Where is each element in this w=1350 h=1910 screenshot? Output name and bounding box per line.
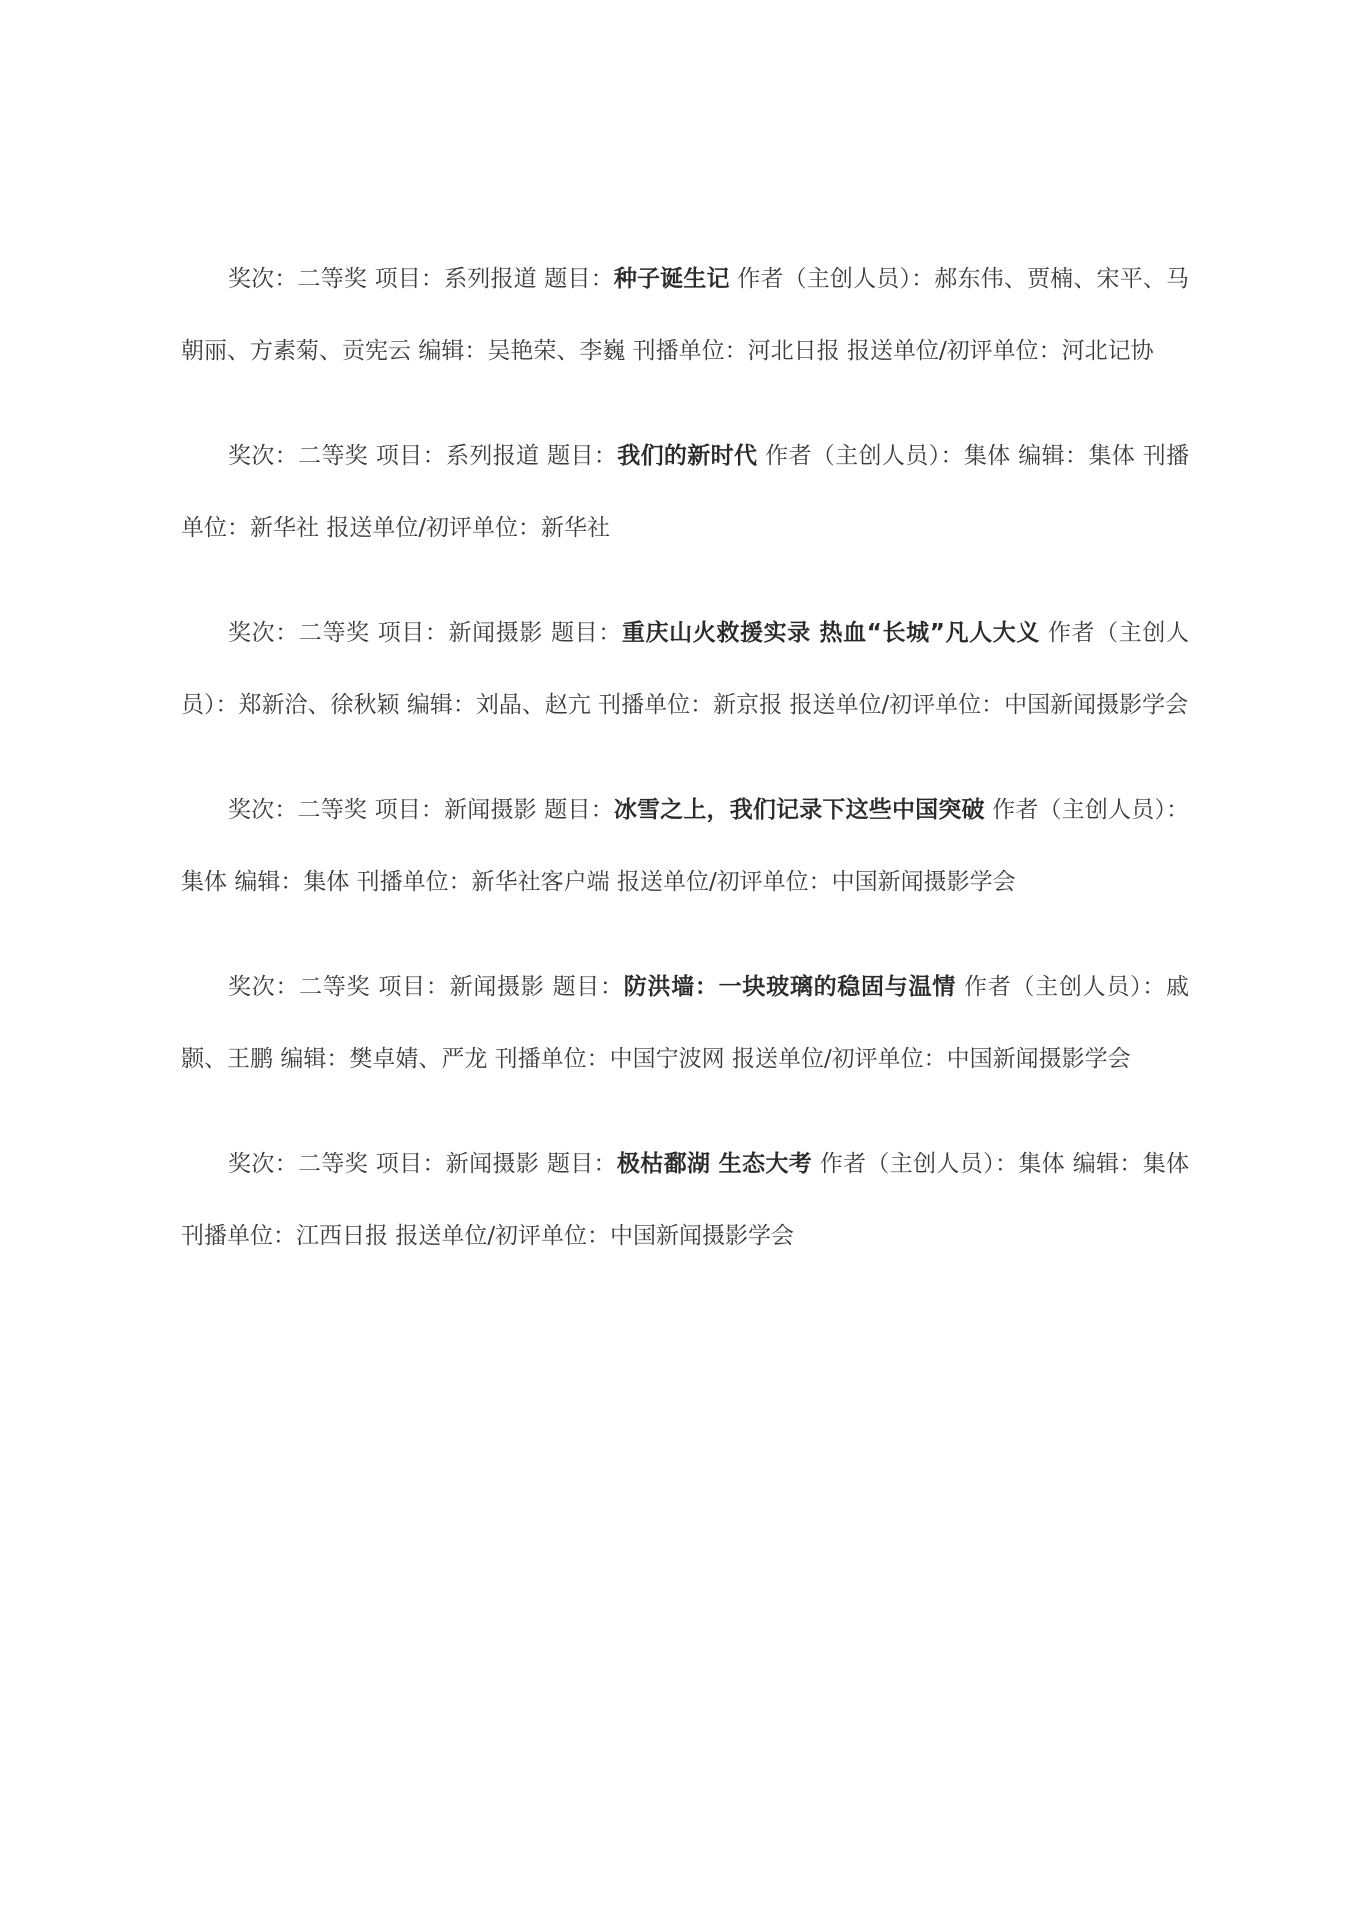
- editor-label: 编辑：集体: [234, 869, 350, 895]
- project-label: 项目：新闻摄影: [374, 797, 537, 823]
- work-title: 极枯鄱湖 生态大考: [616, 1151, 813, 1177]
- title-label: 题目：: [547, 443, 618, 469]
- work-title: 我们的新时代: [617, 443, 758, 469]
- project-label: 项目：新闻摄影: [378, 974, 545, 1000]
- work-title: 种子诞生记: [613, 266, 730, 292]
- award-label: 奖次：二等奖: [228, 797, 368, 823]
- submitter-label: 报送单位/初评单位：中国新闻摄影学会: [789, 692, 1189, 718]
- publisher-label: 刊播单位：新华社: [181, 443, 1190, 541]
- submitter-label: 报送单位/初评单位：河北记协: [846, 338, 1154, 364]
- award-entry: [181, 597, 1189, 741]
- award-entry: [181, 420, 1189, 564]
- work-title: 防洪墙：一块玻璃的稳固与温情: [623, 974, 956, 1000]
- award-list: [181, 243, 1189, 1305]
- work-title: 冰雪之上，我们记录下这些中国突破: [613, 797, 985, 823]
- title-label: 题目：: [544, 797, 614, 823]
- publisher-label: 刊播单位：新京报: [598, 692, 783, 718]
- award-entry: [181, 951, 1189, 1095]
- submitter-label: 报送单位/初评单位：中国新闻摄影学会: [395, 1223, 795, 1249]
- project-label: 项目：系列报道: [374, 266, 537, 292]
- author-label: 作者（主创人员）：郝东伟、贾楠、宋平、马朝丽、方素菊、贡宪云: [181, 266, 1190, 364]
- editor-label: 编辑：集体: [1072, 1151, 1190, 1177]
- author-label: 作者（主创人员）：集体: [765, 443, 1011, 469]
- award-label: 奖次：二等奖: [228, 266, 368, 292]
- award-label: 奖次：二等奖: [228, 620, 370, 646]
- project-label: 项目：新闻摄影: [375, 1151, 540, 1177]
- award-label: 奖次：二等奖: [228, 974, 371, 1000]
- submitter-label: 报送单位/初评单位：中国新闻摄影学会: [731, 1046, 1131, 1072]
- submitter-label: 报送单位/初评单位：新华社: [326, 515, 611, 541]
- title-label: 题目：: [544, 266, 614, 292]
- publisher-label: 刊播单位：中国宁波网: [494, 1046, 725, 1072]
- submitter-label: 报送单位/初评单位：中国新闻摄影学会: [616, 869, 1016, 895]
- editor-label: 编辑：樊卓婧、严龙: [280, 1046, 488, 1072]
- project-label: 项目：系列报道: [375, 443, 540, 469]
- title-label: 题目：: [546, 1151, 617, 1177]
- publisher-label: 刊播单位：江西日报: [181, 1223, 388, 1249]
- project-label: 项目：新闻摄影: [377, 620, 544, 646]
- title-label: 题目：: [551, 620, 622, 646]
- title-label: 题目：: [552, 974, 624, 1000]
- author-label: 作者（主创人员）：集体: [181, 797, 1190, 895]
- publisher-label: 刊播单位：河北日报: [632, 338, 840, 364]
- author-label: 作者（主创人员）：集体: [819, 1151, 1066, 1177]
- award-entry: [181, 1128, 1189, 1272]
- work-title: 重庆山火救援实录 热血“长城”凡人大义: [621, 620, 1040, 646]
- award-entry: [181, 243, 1189, 387]
- author-label: 作者（主创人员）：戚颢、王鹏: [181, 974, 1190, 1072]
- award-entry: [181, 774, 1189, 918]
- award-label: 奖次：二等奖: [228, 1151, 369, 1177]
- editor-label: 编辑：吴艳荣、李巍: [418, 338, 626, 364]
- editor-label: 编辑：集体: [1018, 443, 1136, 469]
- editor-label: 编辑：刘晶、赵亢: [406, 692, 591, 718]
- publisher-label: 刊播单位：新华社客户端: [356, 869, 610, 895]
- award-label: 奖次：二等奖: [228, 443, 369, 469]
- author-label: 作者（主创人员）：郑新洽、徐秋颖: [181, 620, 1190, 718]
